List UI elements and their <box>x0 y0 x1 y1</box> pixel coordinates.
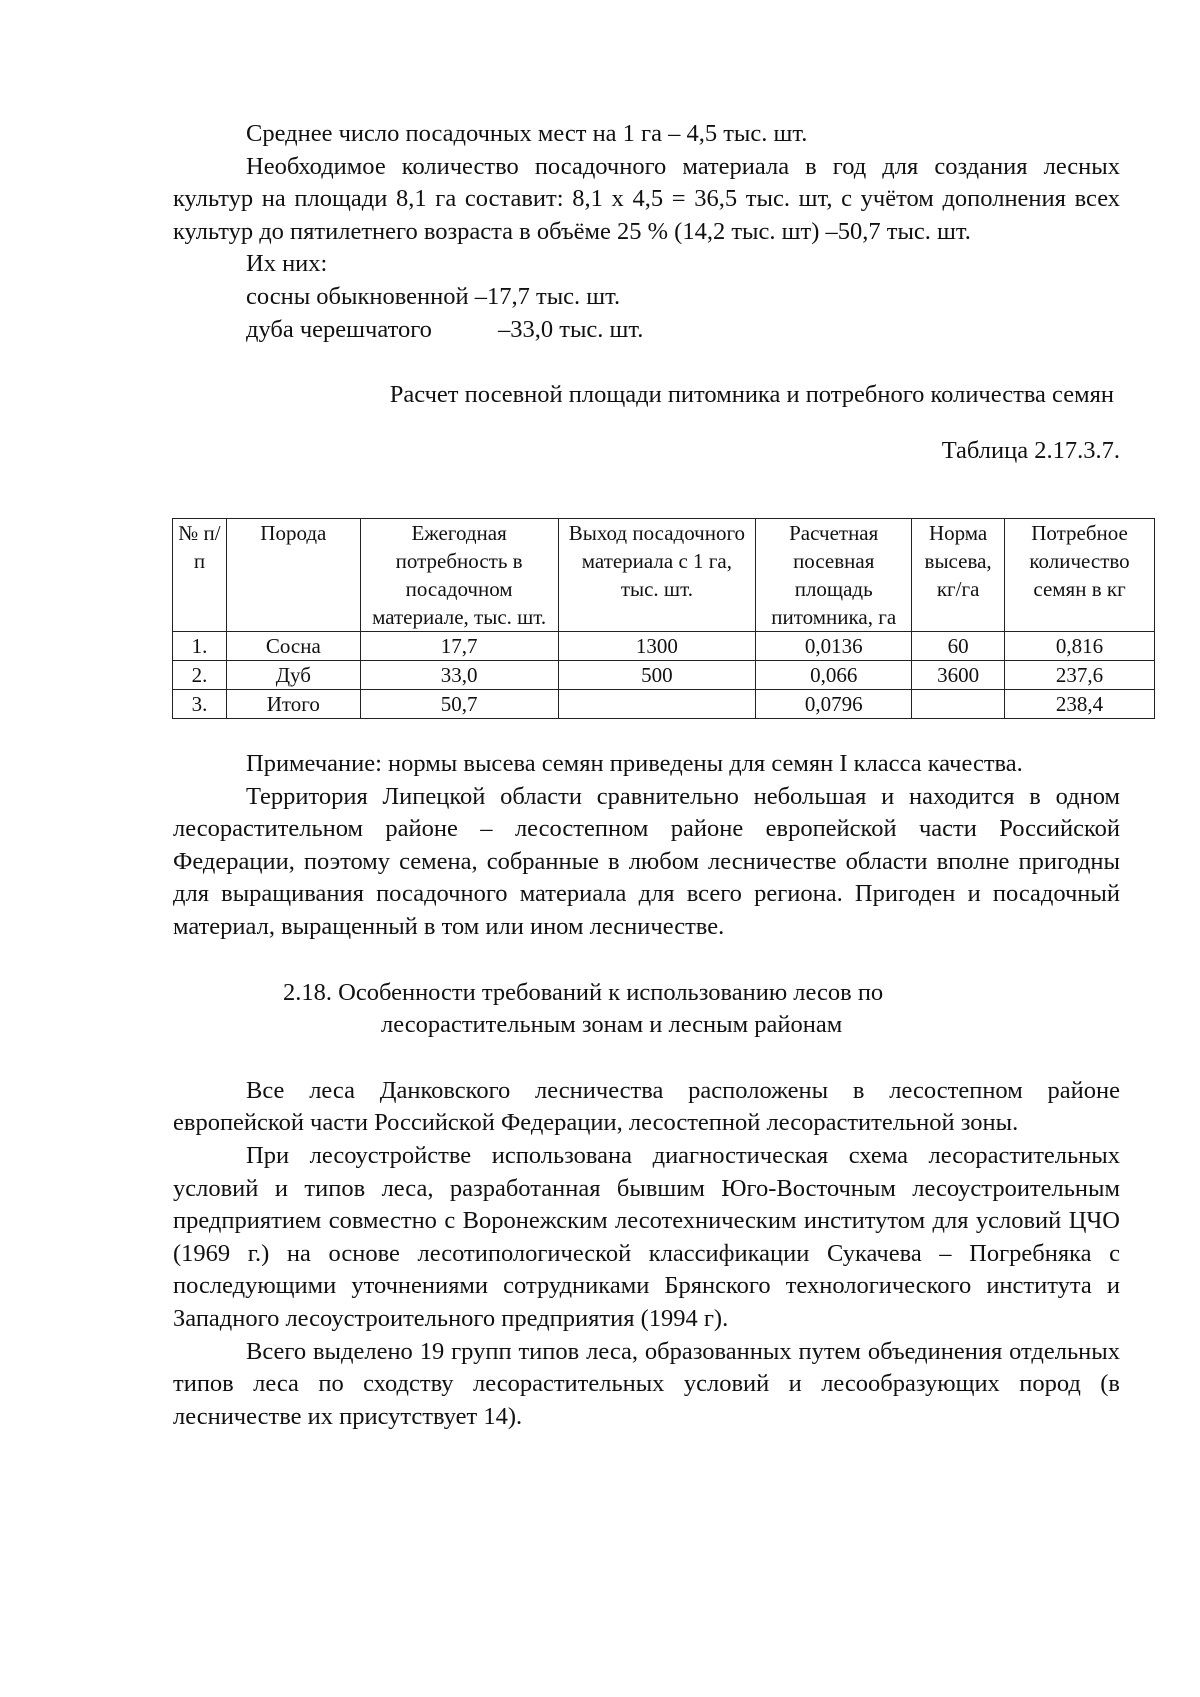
header-seed-quantity: Потребное количество семян в кг <box>1005 519 1155 632</box>
cell-area: 0,066 <box>756 661 912 690</box>
cell-sowing-rate: 3600 <box>912 661 1005 690</box>
cell-annual-need: 17,7 <box>360 632 558 661</box>
cell-seed-quantity: 238,4 <box>1005 690 1155 719</box>
cell-seed-quantity: 0,816 <box>1005 632 1155 661</box>
cell-number: 3. <box>173 690 227 719</box>
oak-label: дуба черешчатого <box>246 315 432 343</box>
paragraph-territory: Территория Липецкой области сравнительно небольшая и находится в одном лесорастительном районе – лесостепном районе европейской части Российской Федерации, поэтому семена, собранные в любом лесничестве области вполне пригодны для выращивания посадочного материала для всего региона. Пригоден и посадочный материал, выращенный в том или ином лесничестве. <box>173 782 1120 940</box>
oak-value: –33,0 тыс. шт. <box>498 315 644 343</box>
paragraph-forests: Все леса Данковского лесничества расположены в лесостепном районе европейской части Российской Федерации, лесостепной лесорастительной зоны. <box>173 1076 1120 1137</box>
paragraph-oak <box>173 314 1120 347</box>
cell-yield: 500 <box>558 661 756 690</box>
paragraph-of-them: Их них: <box>246 250 328 278</box>
cell-number: 1. <box>173 632 227 661</box>
paragraph-groups: Всего выделено 19 групп типов леса, образованных путем объединения отдельных типов леса по сходству лесорастительных условий и лесообразующих пород (в лесничестве их присутствует 14). <box>173 1337 1120 1430</box>
cell-species: Дуб <box>226 661 360 690</box>
paragraph-note: Примечание: нормы высева семян приведены для семян I класса качества. <box>246 750 1023 777</box>
table-row <box>173 661 1155 690</box>
cell-number: 2. <box>173 661 227 690</box>
cell-annual-need: 50,7 <box>360 690 558 719</box>
cell-seed-quantity: 237,6 <box>1005 661 1155 690</box>
section-heading-line2: лесорастительным зонам и лесным районам <box>381 1011 843 1039</box>
cell-sowing-rate: 60 <box>912 632 1005 661</box>
cell-area: 0,0796 <box>756 690 912 719</box>
header-yield: Выход посадочного материала с 1 га, тыс. шт. <box>558 519 756 632</box>
header-area: Расчетная посевная площадь питомника, га <box>756 519 912 632</box>
header-number: № п/п <box>173 519 227 632</box>
cell-annual-need: 33,0 <box>360 661 558 690</box>
cell-yield: 1300 <box>558 632 756 661</box>
table-title: Расчет посевной площади питомника и потребного количества семян <box>389 381 1114 409</box>
document-page-top <box>173 118 1120 466</box>
table-row <box>173 690 1155 719</box>
cell-area: 0,0136 <box>756 632 912 661</box>
cell-species: Сосна <box>226 632 360 661</box>
cell-yield <box>558 690 756 719</box>
cell-sowing-rate <box>912 690 1005 719</box>
header-sowing-rate: Норма высева, кг/га <box>912 519 1005 632</box>
header-species: Порода <box>226 519 360 632</box>
document-page-bottom <box>173 748 1120 1433</box>
cell-species: Итого <box>226 690 360 719</box>
seed-calculation-table <box>172 518 1155 719</box>
table-number: Таблица 2.17.3.7. <box>941 436 1120 464</box>
paragraph-scheme: При лесоустройстве использована диагностическая схема лесорастительных условий и типов леса, разработанная бывшим Юго-Восточным лесоустроительным предприятием совместно с Воронежским лесотехническим институтом для условий ЦЧО (1969 г.) на основе лесотипологической классификации Сукачева – Погребняка с последующими уточнениями сотрудниками Брянского технологического института и Западного лесоустроительного предприятия (1994 г). <box>173 1141 1120 1332</box>
paragraph-planting-places: Среднее число посадочных мест на 1 га – 4,5 тыс. шт. <box>246 120 808 147</box>
table-row <box>173 632 1155 661</box>
section-heading <box>173 977 1120 1042</box>
paragraph-pine: сосны обыкновенной –17,7 тыс. шт. <box>246 282 621 310</box>
header-annual-need: Ежегодная потребность в посадочном материале, тыс. шт. <box>360 519 558 632</box>
table-header-row <box>173 519 1155 632</box>
paragraph-planting-material: Необходимое количество посадочного материала в год для создания лесных культур на площади 8,1 га составит: 8,1 х 4,5 = 36,5 тыс. шт, с учётом дополнения всех культур до пятилетнего возраста в объёме 25 % (14,2 тыс. шт) –50,7 тыс. шт. <box>173 152 1120 245</box>
section-heading-line1: 2.18. Особенности требований к использованию лесов по <box>283 978 884 1006</box>
